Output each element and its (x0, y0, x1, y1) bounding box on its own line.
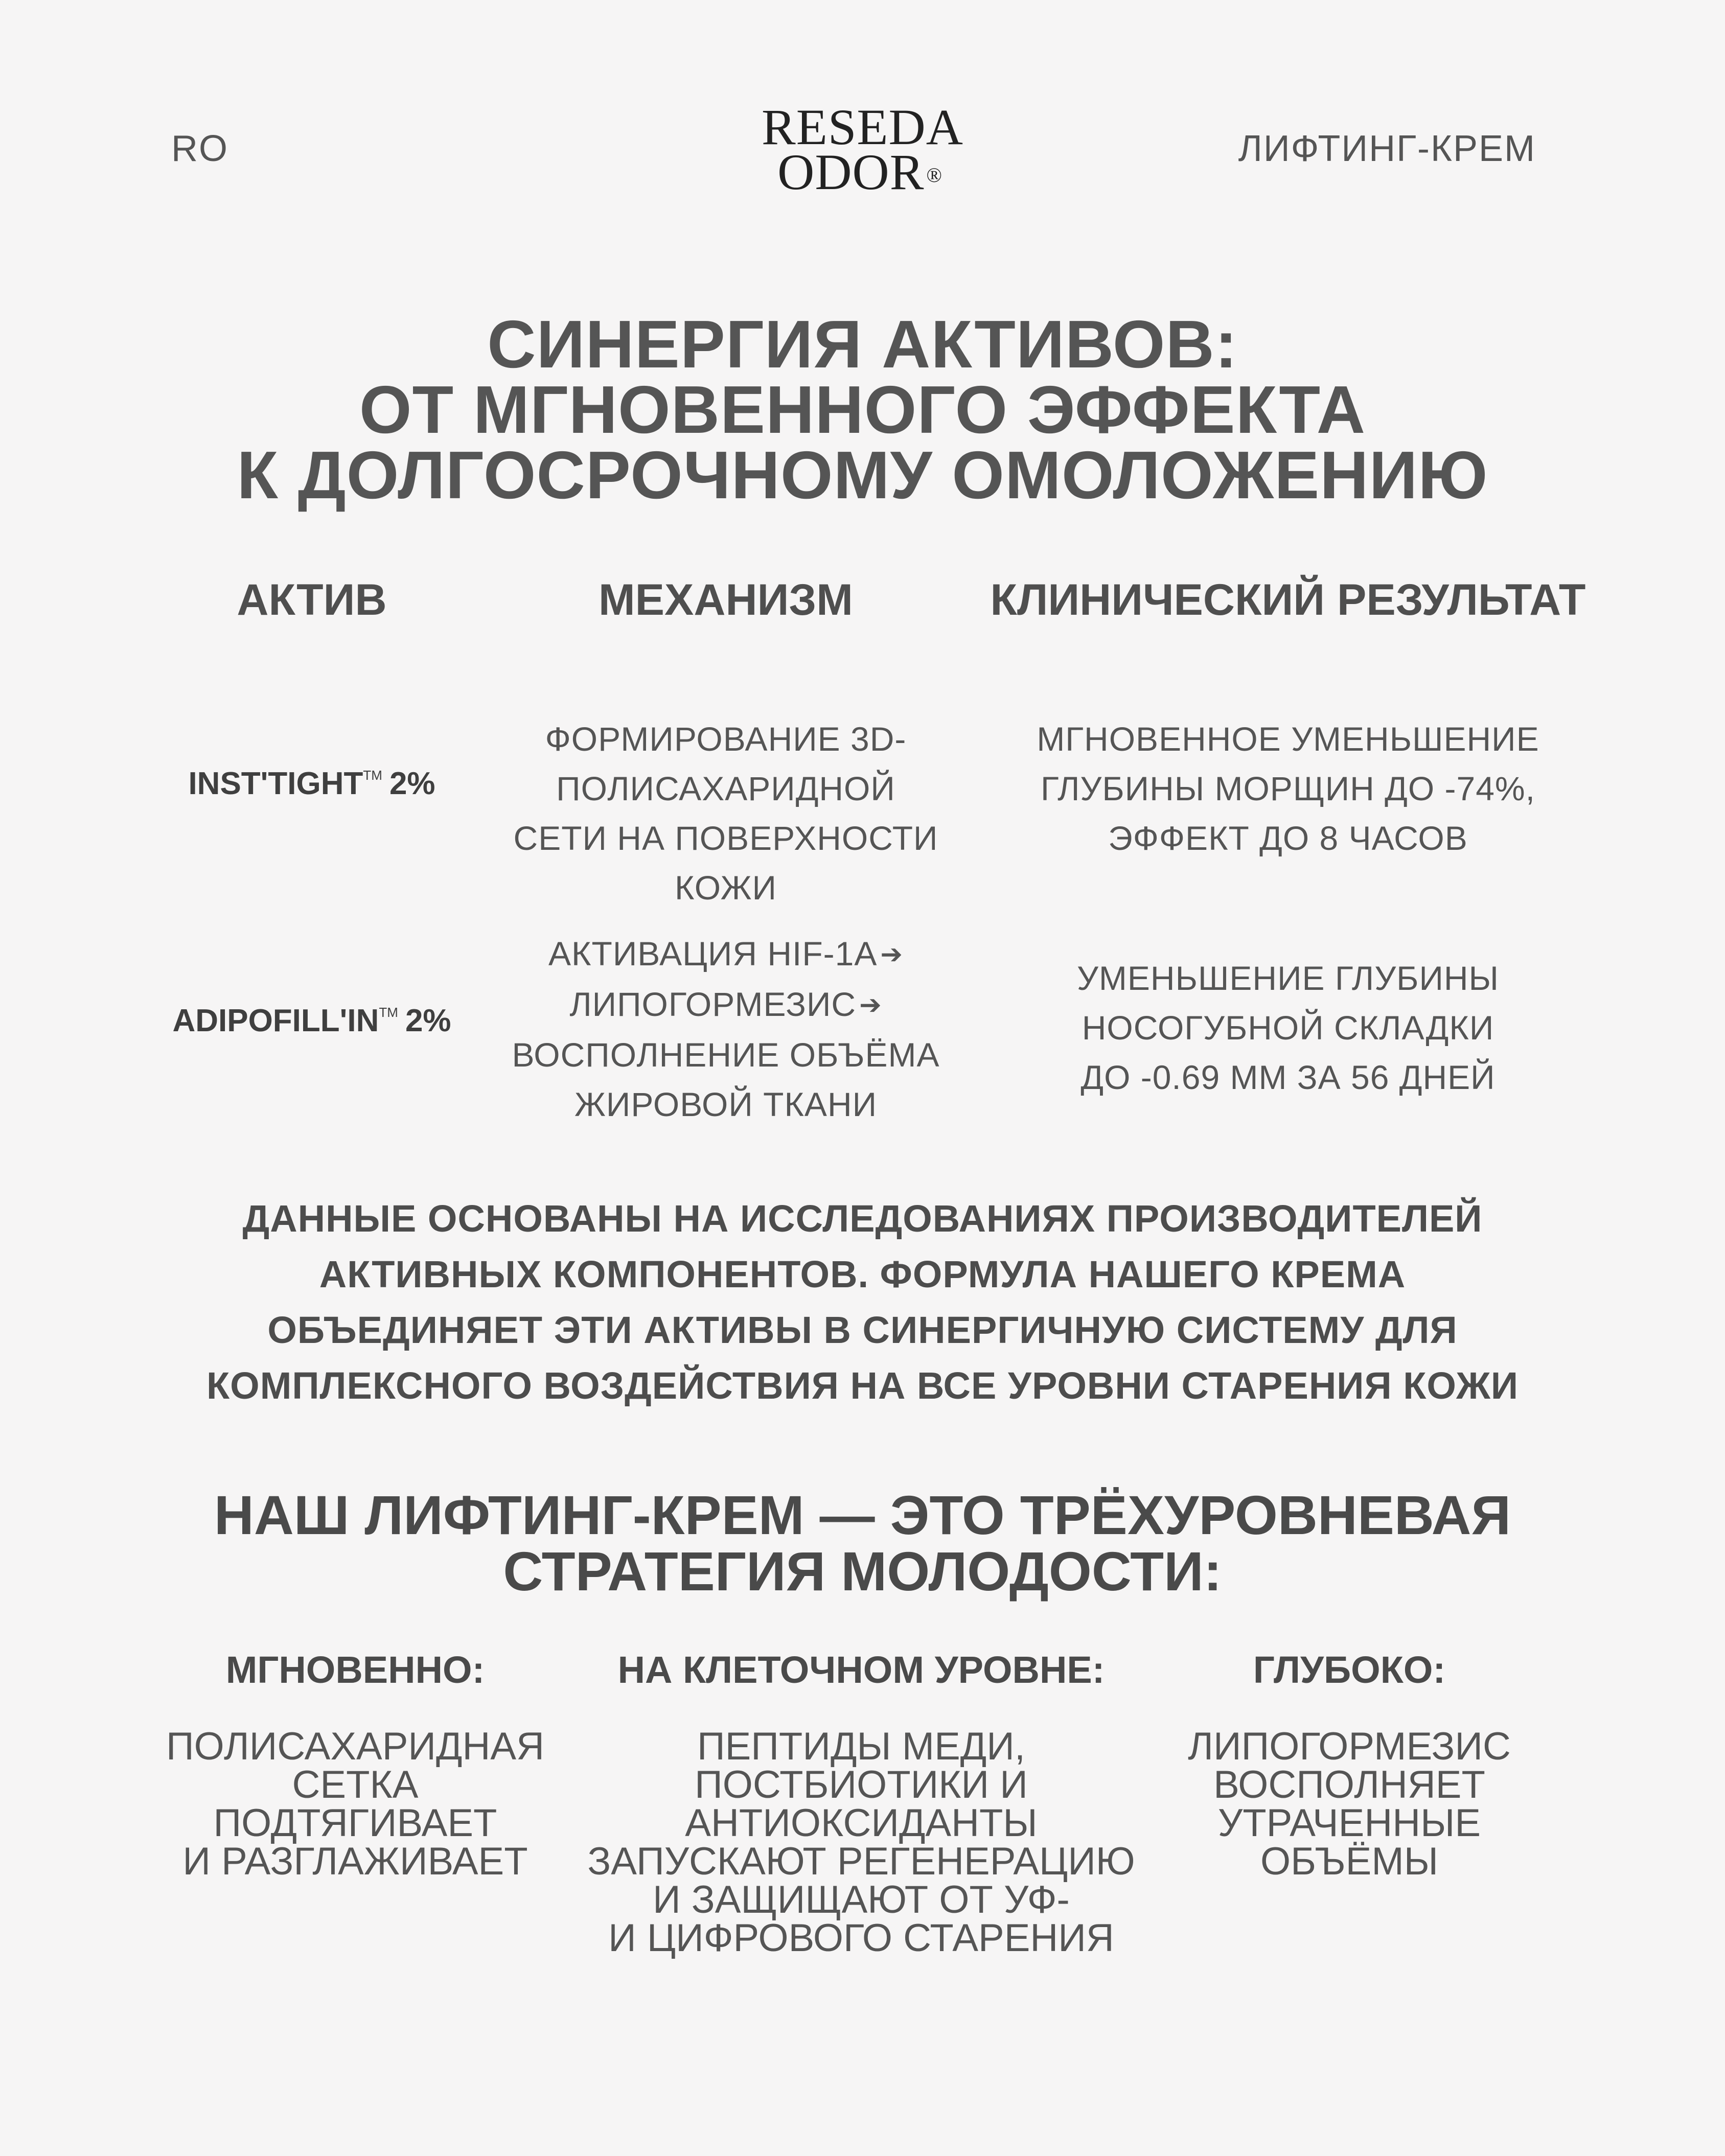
table-header-active: АКТИВ (237, 575, 387, 624)
arrow-right-icon: ➔ (859, 990, 882, 1020)
brand-logo-line1: RESEDA (762, 99, 963, 155)
result-cell-insttight (971, 714, 1605, 863)
page-title-line: СИНЕРГИЯ АКТИВОВ: (487, 307, 1238, 382)
level-text-line: ПОДТЯГИВАЕТ (213, 1801, 497, 1845)
page-title-line: К ДОЛГОСРОЧНОМУ ОМОЛОЖЕНИЮ (237, 437, 1488, 513)
mechanism-line: ПОЛИСАХАРИДНОЙ (556, 770, 895, 807)
level-text-line: ВОСПОЛНЯЕТ (1213, 1763, 1485, 1806)
header-language-label: RO (171, 128, 228, 169)
level-text-cellular (567, 1725, 1155, 1960)
level-text-line: ЗАПУСКАЮТ РЕГЕНЕРАЦИЮ (587, 1840, 1135, 1883)
active-name-text: INST'TIGHT (188, 766, 363, 801)
mechanism-line (496, 929, 956, 980)
mechanism-line-text: АКТИВАЦИЯ HIF-1A (548, 935, 878, 972)
strategy-heading (0, 1484, 1725, 1602)
level-text-line: И ЗАЩИЩАЮТ ОТ УФ- (653, 1878, 1070, 1921)
active-name-text: ADIPOFILL'IN (172, 1003, 379, 1038)
note-line: КОМПЛЕКСНОГО ВОЗДЕЙСТВИЯ НА ВСЕ УРОВНИ СТАРЕНИЯ КОЖИ (206, 1364, 1519, 1407)
level-text-line: УТРАЧЕННЫЕ (1217, 1801, 1481, 1845)
result-line: МГНОВЕННОЕ УМЕНЬШЕНИЕ (1037, 720, 1539, 758)
research-note (0, 1191, 1725, 1413)
level-text-instant (153, 1727, 557, 1881)
page-title-line: ОТ МГНОВЕННОГО ЭФФЕКТА (359, 372, 1366, 447)
trademark-mark: TM (379, 1005, 398, 1020)
mechanism-line: ФОРМИРОВАНИЕ 3D- (545, 720, 907, 758)
mechanism-cell-insttight (496, 714, 956, 913)
table-header-result: КЛИНИЧЕСКИЙ РЕЗУЛЬТАТ (990, 575, 1586, 624)
table-header-mechanism: МЕХАНИЗМ (599, 575, 853, 624)
brand-logo-line2-text: ODOR (777, 144, 925, 200)
active-name-insttight (133, 766, 491, 802)
result-line: НОСОГУБНОЙ СКЛАДКИ (1082, 1009, 1494, 1047)
level-text-line: И РАЗГЛАЖИВАЕТ (182, 1840, 528, 1883)
result-cell-adipofillin (971, 954, 1605, 1102)
mechanism-cell-adipofillin (496, 929, 956, 1129)
mechanism-line (496, 980, 956, 1030)
level-text-line: АНТИОКСИДАНТЫ (685, 1801, 1038, 1845)
strategy-heading-line: НАШ ЛИФТИНГ-КРЕМ — ЭТО ТРЁХУРОВНЕВАЯ (214, 1484, 1511, 1546)
header-product-label: ЛИФТИНГ-КРЕМ (1238, 128, 1536, 169)
active-dose: 2% (389, 766, 435, 801)
active-name-adipofillin (133, 1003, 491, 1039)
mechanism-line: СЕТИ НА ПОВЕРХНОСТИ (513, 819, 938, 857)
brand-logo-line2 (777, 144, 942, 200)
result-line: ГЛУБИНЫ МОРЩИН ДО -74%, (1041, 770, 1535, 807)
level-text-line: ПОСТБИОТИКИ И (695, 1763, 1028, 1806)
note-line: АКТИВНЫХ КОМПОНЕНТОВ. ФОРМУЛА НАШЕГО КРЕМА (319, 1253, 1406, 1295)
mechanism-line-text: ЛИПОГОРМЕЗИС (569, 985, 857, 1023)
registered-mark: ® (926, 164, 942, 187)
strategy-heading-line: СТРАТЕГИЯ МОЛОДОСТИ: (503, 1540, 1222, 1602)
note-line: ДАННЫЕ ОСНОВАНЫ НА ИССЛЕДОВАНИЯХ ПРОИЗВОДИТЕЛЕЙ (242, 1197, 1483, 1240)
mechanism-line: КОЖИ (675, 869, 777, 907)
level-text-line: ОБЪЁМЫ (1260, 1840, 1438, 1883)
result-line: УМЕНЬШЕНИЕ ГЛУБИНЫ (1077, 959, 1499, 997)
level-text-line: ПЕПТИДЫ МЕДИ, (697, 1725, 1026, 1768)
level-title-deep: ГЛУБОКО: (1253, 1649, 1446, 1691)
level-text-deep (1150, 1727, 1549, 1881)
level-title-instant: МГНОВЕННО: (225, 1649, 485, 1691)
level-text-line: И ЦИФРОВОГО СТАРЕНИЯ (608, 1916, 1114, 1960)
mechanism-line: ВОСПОЛНЕНИЕ ОБЪЁМА (512, 1036, 940, 1074)
result-line: ЭФФЕКТ ДО 8 ЧАСОВ (1108, 819, 1468, 857)
level-title-cellular: НА КЛЕТОЧНОМ УРОВНЕ: (617, 1649, 1105, 1691)
level-text-line: СЕТКА (292, 1763, 419, 1806)
result-line: ДО -0.69 ММ ЗА 56 ДНЕЙ (1080, 1058, 1496, 1096)
active-dose: 2% (405, 1003, 451, 1038)
trademark-mark: TM (363, 768, 382, 783)
level-text-line: ЛИПОГОРМЕЗИС (1188, 1725, 1511, 1768)
page-title (0, 307, 1725, 513)
level-text-line: ПОЛИСАХАРИДНАЯ (166, 1725, 544, 1768)
mechanism-line: ЖИРОВОЙ ТКАНИ (574, 1085, 878, 1123)
arrow-right-icon: ➔ (880, 940, 903, 969)
note-line: ОБЪЕДИНЯЕТ ЭТИ АКТИВЫ В СИНЕРГИЧНУЮ СИСТЕМУ ДЛЯ (267, 1309, 1458, 1351)
